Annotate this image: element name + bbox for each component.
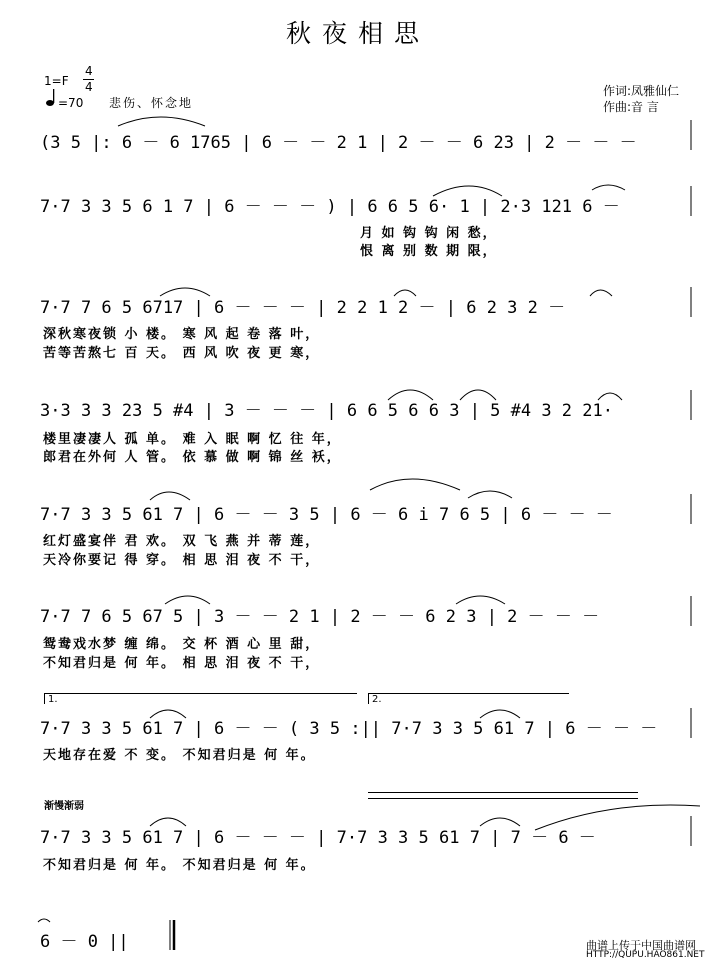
lyricist-credit: 作词:凤雅仙仁: [603, 84, 680, 98]
slur-14: [456, 596, 505, 604]
score-line-8-notes: 7·7 3 3 5 61 7 | 6 － － － | 7·7 3 3 5 61 7 | 7 － 6 －: [40, 828, 596, 848]
slur-8: [460, 390, 496, 400]
slur-18: [480, 818, 520, 826]
lyric-line-5-verse-1: 红灯盛宴伴 君 欢。 双 飞 燕 并 蒂 莲，: [43, 534, 321, 549]
slur-4: [160, 288, 210, 296]
slur-9: [598, 393, 622, 400]
volta-1-label: 1.: [48, 694, 58, 705]
composer-credit: 作曲:音 言: [603, 100, 659, 114]
slur-7: [388, 390, 433, 400]
slur-20: [38, 919, 50, 922]
score-line-4-notes: 3·3 3 3 23 5 #4 | 3 － － － | 6 6 5 6 6 3 | 5 #4 3 2 21·: [40, 401, 613, 421]
time-signature-top: 4: [85, 64, 93, 78]
lyric-line-4-verse-2: 郎君在外何 人 管。 依 慕 做 啊 锦 丝 袄，: [43, 450, 342, 465]
expression-mark: 悲伤、怀念地: [109, 96, 194, 110]
slur-1: [118, 117, 205, 126]
page-title: 秋夜相思: [285, 19, 430, 48]
slur-15: [150, 710, 186, 718]
slur-10: [370, 479, 460, 490]
lyric-line-2-verse-2: 恨 离 别 数 期 限，: [360, 244, 498, 259]
slur-5: [394, 290, 416, 296]
footer-site-name: 曲谱上传于中国曲谱网: [586, 939, 696, 952]
key-signature: 1=F: [44, 74, 69, 88]
score-line-3-notes: 7·7 7 6 5 6717 | 6 － － － | 2 2 1 2 － | 6 2 3 2 －: [40, 298, 566, 318]
lyric-line-8-verse-1: 不知君归是 何 年。 不知君归是 何 年。: [43, 858, 316, 873]
lyric-line-7-verse-1: 天地存在爱 不 变。 不知君归是 何 年。: [43, 748, 316, 763]
lyric-line-3-verse-2: 苦等苦熬七 百 天。 西 风 吹 夜 更 寒，: [43, 346, 321, 361]
score-line-6-notes: 7·7 7 6 5 67 5 | 3 － － 2 1 | 2 － － 6 2 3 | 2 － － －: [40, 607, 600, 627]
lyric-line-2-verse-1: 月 如 钩 钩 闲 愁，: [360, 226, 498, 241]
time-signature-bottom: 4: [85, 80, 93, 94]
slur-19: [535, 805, 700, 830]
slur-2: [433, 186, 502, 196]
lyric-line-6-verse-2: 不知君归是 何 年。 相 思 泪 夜 不 干，: [43, 656, 321, 671]
tempo-mark: =70: [58, 96, 84, 110]
slur-3: [592, 185, 625, 190]
score-line-9-notes: 6 － 0 ||: [40, 932, 129, 952]
slur-11: [468, 491, 512, 498]
score-line-5-notes: 7·7 3 3 5 61 7 | 6 － － 3 5 | 6 － 6 i 7 6 5 | 6 － － －: [40, 505, 613, 525]
tempo-change-mark: 渐慢渐弱: [44, 801, 84, 812]
lyric-line-4-verse-1: 楼里凄凄人 孤 单。 难 入 眠 啊 忆 往 年，: [43, 432, 342, 447]
lyric-line-6-verse-1: 鸳鸯戏水梦 缠 绵。 交 杯 酒 心 里 甜，: [43, 637, 321, 652]
footer-site-url: HTTP://QUPU.HAO861.NET: [586, 950, 705, 960]
score-line-1-notes: (3 5 |: 6 － 6 1765 | 6 － － 2 1 | 2 － － 6 23 | 2 － － －: [40, 133, 637, 153]
slur-13: [165, 596, 210, 604]
score-line-7-notes: 7·7 3 3 5 61 7 | 6 － － ( 3 5 :|| 7·7 3 3 5 61 7 | 6 － － －: [40, 719, 658, 739]
slur-16: [480, 710, 520, 718]
slur-6: [590, 290, 612, 296]
volta-2-label: 2.: [372, 694, 382, 705]
score-line-2-notes: 7·7 3 3 5 6 1 7 | 6 － － － ) | 6 6 5 6· 1 | 2·3 121 6 －: [40, 197, 620, 217]
lyric-line-3-verse-1: 深秋寒夜锁 小 楼。 寒 风 起 卷 落 叶，: [43, 327, 321, 342]
slur-17: [150, 818, 186, 826]
slur-12: [150, 492, 190, 500]
lyric-line-5-verse-2: 天冷你要记 得 穿。 相 思 泪 夜 不 干，: [43, 553, 321, 568]
